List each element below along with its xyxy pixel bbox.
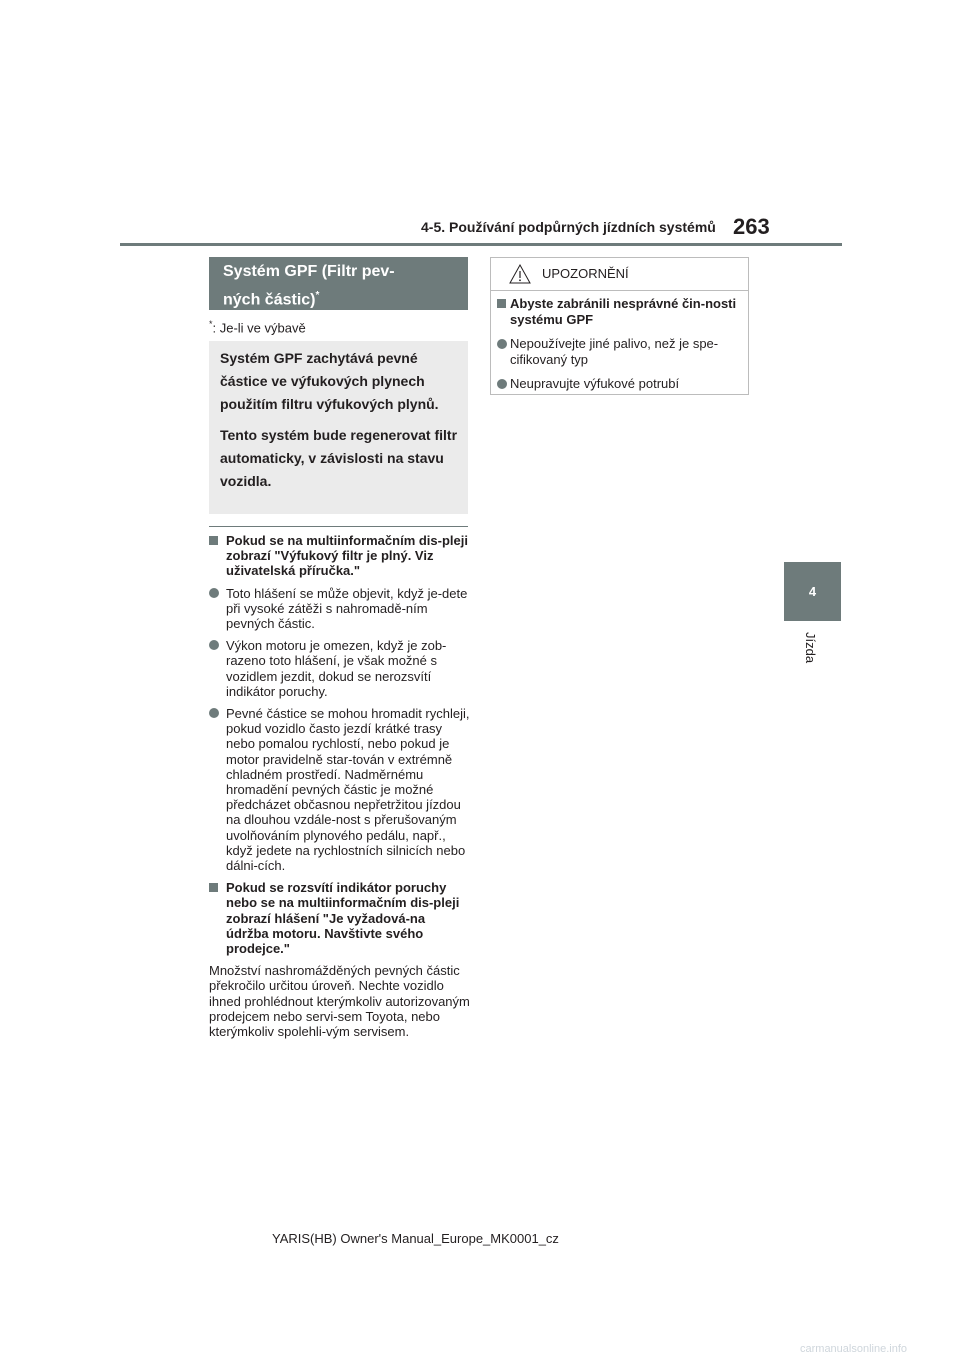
circle-bullet-icon	[497, 379, 507, 389]
footnote-mark: *	[209, 319, 213, 329]
list-item	[209, 638, 471, 699]
section-heading-mark: *	[315, 290, 320, 301]
circle-bullet-icon	[497, 339, 507, 349]
section-heading-line1: Systém GPF (Filtr pev-	[223, 263, 395, 280]
running-header: 4-5. Používání podpůrných jízdních systémů	[421, 219, 716, 235]
caution-box	[490, 257, 749, 395]
chapter-number: 4	[808, 584, 817, 599]
caution-body	[491, 291, 748, 392]
caution-list-item-text: Nepoužívejte jiné palivo, než je spe-cifikovaný typ	[510, 336, 719, 367]
list-item-text: Toto hlášení se může objevit, když je-dete při vysoké zátěži s nahromadě-ním pevných částic.	[226, 585, 468, 632]
square-bullet-icon	[209, 536, 218, 545]
caution-header	[491, 258, 748, 291]
body-text	[209, 533, 471, 1039]
header-rule	[120, 243, 842, 246]
list-item	[209, 706, 471, 873]
caution-subheading	[497, 296, 742, 327]
section-heading	[209, 257, 468, 310]
square-bullet-icon	[497, 299, 506, 308]
subheading-1	[209, 533, 471, 579]
section-heading-line2: ných částic)	[223, 291, 316, 309]
list-item-text: Pevné částice se mohou hromadit rychleji, pokud vozidlo často jezdí krátké trasy nebo pomalou rychlostí, nebo pokud je motor pravidelně star-tován v extrémně chladném prostředí. Nadměrnému hromadění pevných částic je možné předcházet občasnou nepřetržitou jízdou na dlouhou vzdále-nost s přerušovaným uvolňováním plynového pedálu, např., když jedete na rychlostních silnicích nebo dálni-cích.	[226, 706, 470, 874]
circle-bullet-icon	[209, 588, 219, 598]
intro-paragraph-1: Systém GPF zachytává pevné částice ve výfukových plynech použitím filtru výfukových plynů.	[220, 350, 439, 412]
list-item-text: Výkon motoru je omezen, když je zob-razeno toto hlášení, je však možné s vozidlem jezdit, dokud se nerozsvítí indikátor poruchy.	[226, 638, 447, 699]
caution-list-item	[497, 336, 742, 367]
body-paragraph: Množství nashromážděných pevných částic překročilo určitou úroveň. Nechte vozidlo ihned prohlédnout kterýmkoliv autorizovaným prodejcem nebo servi-sem Toyota, nebo kterýmkoliv spolehli-vým servisem.	[209, 963, 470, 1040]
warning-triangle-icon	[509, 264, 531, 284]
chapter-label: Jízda	[803, 632, 818, 664]
intro-box	[209, 341, 468, 514]
list-item	[209, 586, 471, 632]
page-number: 263	[733, 214, 770, 239]
page-footer: YARIS(HB) Owner's Manual_Europe_MK0001_cz	[272, 1231, 559, 1246]
footnote	[209, 319, 306, 335]
caution-list-item	[497, 376, 742, 392]
subheading-1-text: Pokud se na multiinformačním dis-pleji zobrazí "Výfukový filtr je plný. Viz uživatelská příručka."	[226, 533, 468, 579]
intro-paragraph-2: Tento systém bude regenerovat filtr automaticky, v závislosti na stavu vozidla.	[220, 427, 458, 489]
circle-bullet-icon	[209, 640, 219, 650]
caution-subheading-text: Abyste zabránili nesprávné čin-nosti systému GPF	[510, 296, 737, 327]
caution-list-item-text: Neupravujte výfukové potrubí	[510, 376, 680, 391]
square-bullet-icon	[209, 883, 218, 892]
circle-bullet-icon	[209, 708, 219, 718]
chapter-tab	[784, 562, 841, 621]
watermark: carmanualsonline.info	[800, 1343, 908, 1355]
caution-title: UPOZORNĚNÍ	[542, 266, 629, 281]
subheading-2-text: Pokud se rozsvítí indikátor poruchy nebo se na multiinformačním dis-pleji zobrazí hlášení "Je vyžadová-na údržba motoru. Navštivte svého prodejce."	[226, 880, 460, 957]
subheading-2	[209, 880, 471, 956]
footnote-text: : Je-li ve výbavě	[212, 320, 306, 336]
section-divider	[209, 526, 468, 527]
